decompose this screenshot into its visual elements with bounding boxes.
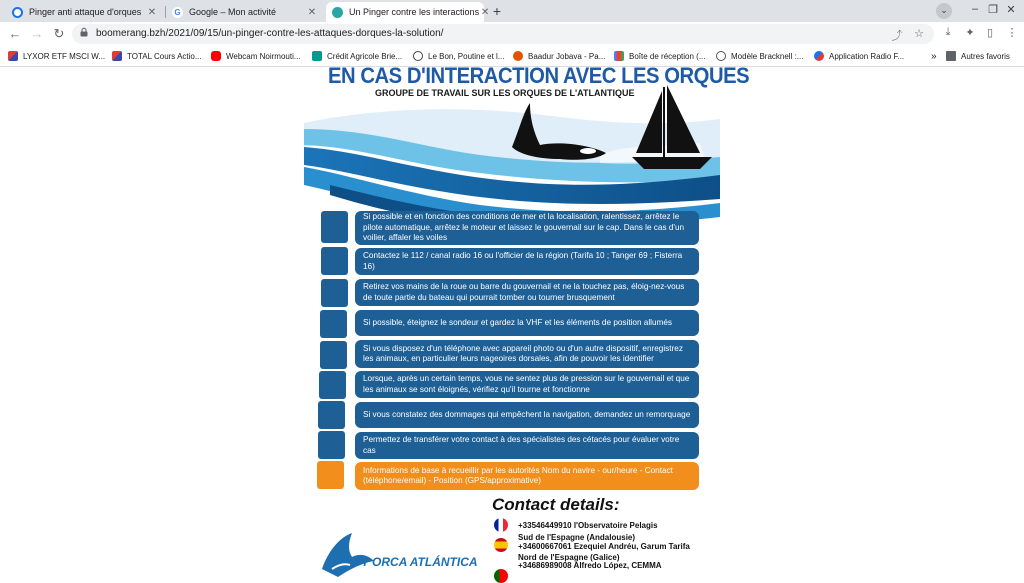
instruction-2: Contactez le 112 / canal radio 16 ou l'officier de la région (Tarifa 10 ; Tanger 69 ; Fisterra 16) [355, 248, 699, 275]
bookmark-total[interactable] [112, 49, 202, 63]
contact-line: Sud de l'Espagne (Andalousie) [518, 533, 636, 542]
page-content [0, 63, 1024, 576]
bookmark-label: Webcam Noirmouti... [226, 51, 301, 61]
contact-title: Contact details: [492, 495, 620, 514]
close-icon[interactable]: ✕ [480, 6, 490, 18]
bookmark-bracknell[interactable] [716, 49, 803, 63]
address-bar[interactable] [72, 24, 934, 44]
step-marker [320, 310, 347, 338]
contact-line: Nord de l'Espagne (Galice) [518, 553, 620, 562]
bookmark-lyxor[interactable] [8, 49, 105, 63]
minimize-icon[interactable]: – [971, 3, 979, 15]
lock-icon [80, 28, 88, 37]
tab-favicon-icon [12, 7, 23, 18]
bookmark-label: Baadur Jobava - Pa... [528, 51, 606, 61]
google-icon: G [172, 7, 183, 18]
poster-title: EN CAS D'INTERACTION AVEC LES ORQUES [328, 63, 750, 88]
youtube-icon [211, 51, 221, 61]
bookmark-webcam[interactable] [211, 49, 301, 63]
extensions-icon[interactable]: ✦ [965, 27, 975, 39]
step-marker [321, 211, 348, 243]
bookmark-favicon-icon [716, 51, 726, 61]
download-icon[interactable]: ⤓ [945, 26, 951, 38]
back-icon[interactable]: ← [8, 26, 22, 41]
bookmark-le-bon[interactable] [413, 49, 505, 63]
step-marker [320, 341, 347, 369]
bookmark-credit-agricole[interactable] [312, 49, 402, 63]
window-close-icon[interactable]: ✕ [1006, 4, 1016, 16]
step-marker [321, 247, 348, 275]
bookmark-favicon-icon [112, 51, 122, 61]
contact-line: +34600667061 Ezequiel Andréu, Garum Tarifa [518, 542, 690, 551]
instruction-3: Retirez vos mains de la roue ou barre du gouvernail et ne la touchez pas, éloig-nez-vous de toute partie du bateau qui pourrait tomber ou tourner brusquement [355, 279, 699, 306]
url-text: boomerang.bzh/2021/09/15/un-pinger-contre-les-attaques-dorques-la-solution/ [96, 28, 444, 39]
bookmark-favicon-icon [8, 51, 18, 61]
bookmark-label: Modèle Bracknell :... [731, 51, 804, 61]
step-marker [319, 371, 346, 399]
tab-google-activite[interactable] [166, 2, 324, 22]
instruction-1: Si possible et en fonction des conditions de mer et la localisation, ralentissez, arrêtez le pilote automatique, arrêtez le moteur et laissez le gouvernail sur le cap. Dans le cas d'un voilier, affaler les voiles [355, 211, 699, 245]
side-panel-icon[interactable]: ▯ [986, 27, 994, 39]
poster-subtitle: GROUPE DE TRAVAIL SUR LES ORQUES DE L'ATLANTIQUE [375, 88, 635, 98]
restore-icon[interactable]: ❐ [988, 4, 998, 16]
bookmark-label: Application Radio F... [829, 51, 905, 61]
instruction-5: Si vous disposez d'un téléphone avec appareil photo ou d'un autre dispositif, enregistrez les animaux, en particulier leurs nageoires dorsales, afin de pouvoir les identifier [355, 340, 699, 368]
menu-icon[interactable]: ⋮ [1006, 27, 1018, 39]
instruction-7: Si vous constatez des dommages qui empêchent la navigation, demandez un remorquage [355, 402, 699, 428]
bookmark-autres-favoris[interactable] [946, 49, 1010, 63]
share-icon[interactable]: ⤴ [891, 30, 903, 42]
bookmark-favicon-icon [513, 51, 523, 61]
bookmark-label: LYXOR ETF MSCI W... [23, 51, 106, 61]
site-favicon-icon [332, 7, 343, 18]
bookmark-label: Crédit Agricole Brie... [327, 51, 403, 61]
bookmark-label: Autres favoris [961, 51, 1010, 61]
gt-orca-logo-text: GT ORCA ATLÁNTICA [352, 555, 478, 569]
france-flag-icon [494, 518, 508, 532]
more-bookmarks-label: » [931, 50, 937, 62]
folder-icon [946, 51, 956, 61]
reload-icon[interactable]: ↻ [53, 26, 65, 41]
browser-toolbar [0, 22, 1024, 46]
tab-search-icon[interactable]: ⌄ [936, 3, 952, 19]
tab-title: Pinger anti attaque d'orques [29, 7, 142, 17]
bookmark-gmail[interactable] [614, 49, 706, 63]
contact-line: +33546449910 l'Observatoire Pelagis [518, 521, 658, 530]
tab-pinger-anti-attaque[interactable] [6, 2, 164, 22]
portugal-flag-icon [494, 569, 508, 583]
spain-flag-icon [494, 538, 508, 552]
orca-logo-icon [318, 529, 378, 579]
bookmark-star-icon[interactable]: ☆ [914, 28, 924, 40]
new-tab-button[interactable]: + [492, 3, 502, 19]
step-marker [321, 279, 348, 307]
gmail-icon [614, 51, 624, 61]
bookmark-favicon-icon [814, 51, 824, 61]
step-marker-orange [317, 461, 344, 489]
bookmark-radio[interactable] [814, 49, 904, 63]
more-bookmarks-icon[interactable] [931, 49, 937, 63]
instruction-9-base-info: Informations de base à recueillir par les autorités Nom du navire - our/heure - Contact (téléphone/email) - Position (GPS/approximative) [355, 462, 699, 490]
bookmark-label: Boîte de réception (... [629, 51, 706, 61]
tab-strip [0, 0, 1024, 22]
bookmark-label: TOTAL Cours Actio... [127, 51, 202, 61]
tab-un-pinger[interactable] [326, 2, 490, 22]
step-marker [318, 401, 345, 429]
instruction-4: Si possible, éteignez le sondeur et gardez la VHF et les éléments de position allumés [355, 310, 699, 336]
bookmark-favicon-icon [413, 51, 423, 61]
bookmark-baadur[interactable] [513, 49, 605, 63]
instruction-8: Permettez de transférer votre contact à des spécialistes des cétacés pour évaluer votre cas [355, 432, 699, 459]
close-icon[interactable]: ✕ [307, 6, 317, 18]
bookmark-label: Le Bon, Poutine et l... [428, 51, 505, 61]
step-marker [318, 431, 345, 459]
instruction-6: Lorsque, après un certain temps, vous ne sentez plus de pression sur le gouvernail et que les animaux se sont éloignés, vérifiez qu'il tourne et fonctionne [355, 371, 699, 398]
forward-icon[interactable]: → [30, 26, 44, 41]
bookmark-favicon-icon [312, 51, 322, 61]
close-icon[interactable]: ✕ [147, 6, 157, 18]
tab-title: Un Pinger contre les interactions [349, 7, 480, 17]
contact-line: +34686989008 Alfredo López, CEMMA [518, 561, 662, 570]
tab-title: Google – Mon activité [189, 7, 277, 17]
